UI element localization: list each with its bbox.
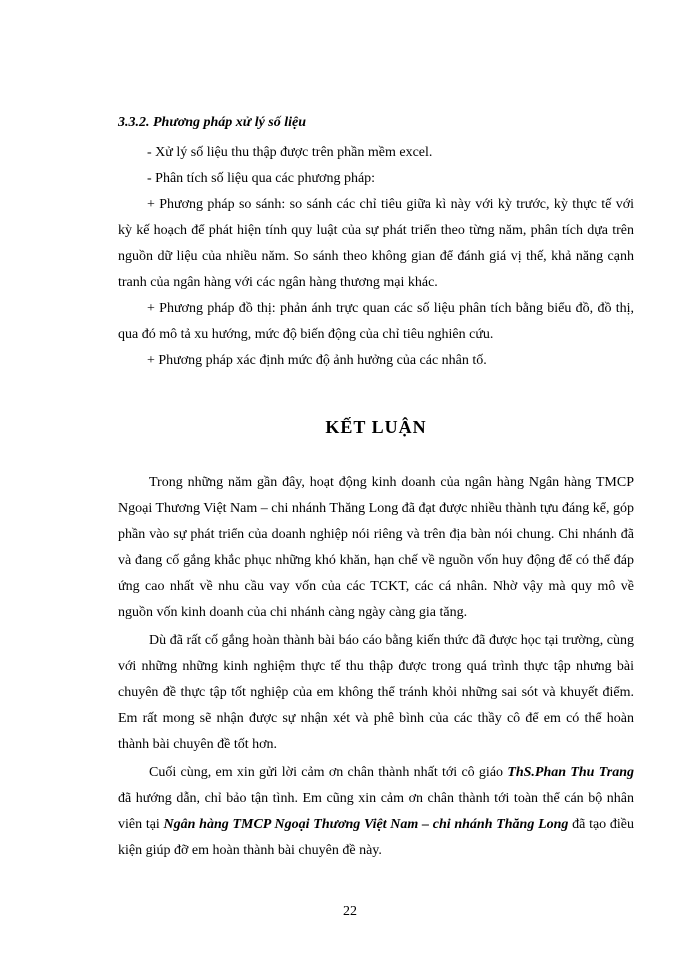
teacher-name: ThS.Phan Thu Trang: [507, 765, 635, 780]
thanks-text-3: đã tạo điều kiện giúp đỡ em hoàn thành bài chuyên đề này.: [118, 817, 634, 858]
bullet-graph-method: + Phương pháp đồ thị: phản ánh trực quan các số liệu phân tích bằng biểu đồ, đồ thị, qua đó mô tả xu hướng, mức độ biến động của chỉ tiêu nghiên cứu.: [118, 301, 634, 342]
thanks-text-2: đã hướng dẫn, chỉ bảo tận tình. Em cũng xin cảm ơn chân thành tới toàn thể cán bộ nhân viên tại: [118, 791, 634, 832]
bank-name: Ngân hàng TMCP Ngoại Thương Việt Nam – chi nhánh Thăng Long: [163, 817, 569, 832]
conclusion-paragraph-2: Dù đã rất cố gắng hoàn thành bài báo cáo bằng kiến thức đã được học tại trường, cùng với những những kinh nghiệm thực tế thu thập được trong quá trình thực tập nhưng bài chuyên đề thực tập tốt nghiệp của em không thể tránh khỏi những sai sót và khuyết điểm. Em rất mong sẽ nhận được sự nhận xét và phê bình của các thầy cô để em có thể hoàn thành bài chuyên đề tốt hơn.: [118, 633, 634, 752]
bullet-comparison-method: + Phương pháp so sánh: so sánh các chỉ tiêu giữa kì này với kỳ trước, kỳ thực tế với kỳ kế hoạch để phát hiện tính quy luật của sự phát triển theo từng năm, phân tích dựa trên nguồn dữ liệu của nhiều năm. So sánh theo không gian để đánh giá vị thế, khả năng cạnh tranh của ngân hàng với các ngân hàng thương mại khác.: [118, 197, 634, 290]
page-number: 22: [343, 904, 357, 919]
bullet-factor-method: + Phương pháp xác định mức độ ảnh hưởng của các nhân tố.: [147, 353, 487, 368]
conclusion-title: KẾT LUẬN: [325, 417, 427, 437]
bullet-analysis-methods: - Phân tích số liệu qua các phương pháp:: [147, 171, 376, 186]
thanks-text-1: Cuối cùng, em xin gửi lời cảm ơn chân thành nhất tới cô giáo: [149, 765, 508, 780]
conclusion-paragraph-3: [118, 760, 634, 864]
conclusion-paragraph-1: Trong những năm gần đây, hoạt động kinh doanh của ngân hàng Ngân hàng TMCP Ngoại Thương Việt Nam – chi nhánh Thăng Long đã đạt được nhiều thành tựu đáng kể, góp phần vào sự phát triển của doanh nghiệp nói riêng và trên địa bàn nói chung. Chi nhánh đã và đang cố gắng khắc phục những khó khăn, hạn chế về nguồn vốn huy động để có thể đáp ứng cao nhất về nhu cầu vay vốn của các TCKT, các cá nhân. Nhờ vậy mà quy mô về nguồn vốn kinh doanh của chi nhánh càng ngày càng gia tăng.: [118, 475, 634, 620]
bullet-excel: - Xử lý số liệu thu thập được trên phần mềm excel.: [147, 145, 433, 160]
section-heading: 3.3.2. Phương pháp xử lý số liệu: [118, 115, 307, 130]
page-content: [118, 110, 634, 864]
